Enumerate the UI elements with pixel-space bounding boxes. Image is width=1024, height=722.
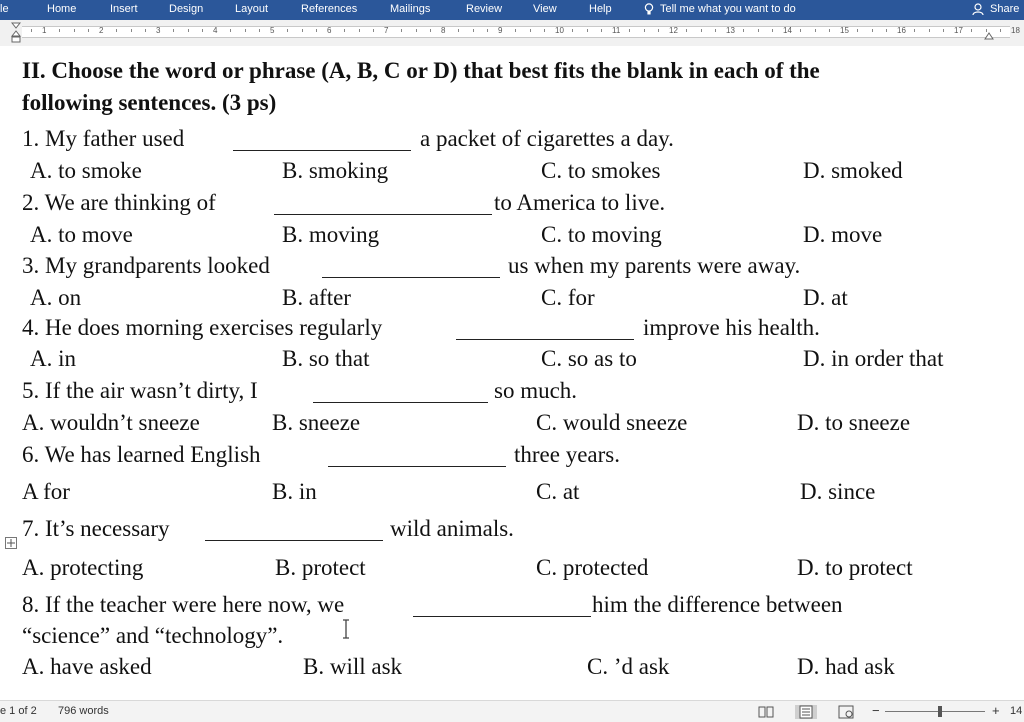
ruler-tick: [601, 29, 602, 32]
tab-home[interactable]: Home: [47, 3, 77, 15]
ruler-number: 2: [99, 26, 104, 35]
tab-mailings[interactable]: Mailings: [390, 3, 431, 15]
ruler-tick: [829, 29, 830, 32]
ruler-tick: [188, 29, 189, 32]
ruler-number: 8: [441, 26, 446, 35]
question-8-stem-cont: “science” and “technology”.: [22, 623, 284, 648]
horizontal-ruler[interactable]: [0, 20, 1024, 47]
question-7-option-c: C. protected: [536, 555, 649, 580]
question-5-option-d: D. to sneeze: [797, 410, 911, 435]
tab-help[interactable]: Help: [589, 3, 612, 15]
share-icon: [972, 3, 984, 19]
tab-layout[interactable]: Layout: [235, 3, 269, 15]
ruler-number: 3: [156, 26, 161, 35]
question-4-blank: [456, 339, 634, 340]
question-3-option-d: D. at: [803, 285, 848, 310]
ruler-tick: [31, 29, 32, 32]
ruler-number: 18: [1011, 26, 1020, 35]
ruler-tick: [872, 29, 873, 32]
question-2-option-d: D. move: [803, 222, 883, 247]
question-2-option-b: B. moving: [282, 222, 380, 247]
ruler-tick: [344, 29, 345, 32]
question-4-option-b: B. so that: [282, 346, 370, 371]
ruler-strip: [22, 26, 1010, 38]
question-5-option-b: B. sneeze: [272, 410, 361, 435]
ruler-tick: [530, 29, 531, 32]
ruler-tick: [359, 29, 360, 32]
ruler-tick: [287, 29, 288, 32]
question-5-blank: [313, 402, 488, 403]
table-move-handle-icon[interactable]: [5, 536, 17, 554]
ruler-tick: [416, 29, 417, 32]
question-4-option-c: C. so as to: [541, 346, 637, 371]
ruler-tick: [74, 29, 75, 32]
zoom-in-icon[interactable]: +: [992, 703, 1000, 718]
share-button[interactable]: Share: [990, 3, 1020, 15]
print-layout-icon[interactable]: [795, 705, 817, 719]
question-2-blank: [274, 214, 492, 215]
question-3-option-b: B. after: [282, 285, 351, 310]
ruler-number: 9: [498, 26, 503, 35]
ruler-number: 11: [612, 26, 621, 35]
question-1-option-c: C. to smokes: [541, 158, 661, 183]
ruler-number: 6: [327, 26, 332, 35]
question-6-blank: [328, 466, 506, 467]
question-7-option-a: A. protecting: [22, 555, 144, 580]
zoom-slider-thumb[interactable]: [938, 706, 942, 717]
question-6-option-d: D. since: [800, 479, 876, 504]
tab-view[interactable]: View: [533, 3, 557, 15]
question-8-stem: 8. If the teacher were here now, we: [22, 592, 345, 617]
question-8-stem-end: him the difference between: [592, 592, 843, 617]
ruler-number: 15: [840, 26, 849, 35]
question-7-stem-end: wild animals.: [390, 516, 514, 541]
question-5-option-c: C. would sneeze: [536, 410, 688, 435]
question-6-stem: 6. We has learned English: [22, 442, 261, 467]
tab-file[interactable]: le: [0, 3, 9, 15]
ruler-number: 5: [270, 26, 275, 35]
question-3-stem: 3. My grandparents looked: [22, 253, 270, 278]
ruler-tick: [202, 29, 203, 32]
ruler-tick: [259, 29, 260, 32]
ruler-tick: [173, 29, 174, 32]
ruler-tick: [800, 29, 801, 32]
question-7-stem: 7. It’s necessary: [22, 516, 170, 541]
ruler-tick: [401, 29, 402, 32]
ruler-tick: [914, 29, 915, 32]
ruler-tick: [758, 29, 759, 32]
question-7-option-d: D. to protect: [797, 555, 913, 580]
question-8-option-b: B. will ask: [303, 654, 403, 679]
tab-insert[interactable]: Insert: [110, 3, 138, 15]
ruler-tick: [587, 29, 588, 32]
question-2-stem-end: to America to live.: [494, 190, 666, 215]
question-6-option-a: A for: [22, 479, 70, 504]
question-4-option-a: A. in: [30, 346, 76, 371]
ruler-tick: [245, 29, 246, 32]
ruler-number: 12: [669, 26, 678, 35]
word-count[interactable]: 796 words: [58, 705, 109, 717]
question-1-stem-end: a packet of cigarettes a day.: [420, 126, 674, 151]
ruler-number: 10: [555, 26, 564, 35]
question-7-blank: [205, 540, 383, 541]
question-6-stem-end: three years.: [514, 442, 620, 467]
ruler-tick: [302, 29, 303, 32]
question-1-option-a: A. to smoke: [30, 158, 142, 183]
ruler-tick: [59, 29, 60, 32]
zoom-out-icon[interactable]: −: [872, 703, 880, 718]
question-1-blank: [233, 150, 411, 151]
section-heading-line2: following sentences. (3 ps): [22, 90, 277, 115]
text-cursor-icon: [341, 619, 351, 644]
question-2-option-a: A. to move: [30, 222, 133, 247]
question-4-stem: 4. He does morning exercises regularly: [22, 315, 383, 340]
ruler-tick: [131, 29, 132, 32]
ruler-tick: [943, 29, 944, 32]
tab-design[interactable]: Design: [169, 3, 204, 15]
question-2-option-c: C. to moving: [541, 222, 662, 247]
ruler-number: 1: [42, 26, 47, 35]
lightbulb-icon: [644, 3, 654, 19]
ruler-tick: [629, 29, 630, 32]
question-5-stem-end: so much.: [494, 378, 578, 403]
page-count[interactable]: e 1 of 2: [0, 705, 37, 717]
question-8-option-c: C. ’d ask: [587, 654, 670, 679]
question-6-option-c: C. at: [536, 479, 580, 504]
web-layout-icon[interactable]: [838, 705, 854, 719]
read-mode-icon[interactable]: [758, 705, 774, 719]
question-5-stem: 5. If the air wasn’t dirty, I: [22, 378, 258, 403]
ruler-tick: [473, 29, 474, 32]
ruler-number: 17: [954, 26, 963, 35]
question-3-blank: [322, 277, 500, 278]
ruler-tick: [857, 29, 858, 32]
ribbon-tabs: [0, 0, 1024, 20]
ruler-tick: [230, 29, 231, 32]
ruler-tick: [686, 29, 687, 32]
ruler-tick: [572, 29, 573, 32]
question-8-blank: [413, 616, 591, 617]
question-2-stem: 2. We are thinking of: [22, 190, 216, 215]
ruler-tick: [971, 29, 972, 32]
ruler-tick: [116, 29, 117, 32]
question-7-option-b: B. protect: [275, 555, 366, 580]
ruler-tick: [929, 29, 930, 32]
ruler-number: 7: [384, 26, 389, 35]
question-1-option-b: B. smoking: [282, 158, 389, 183]
tab-review[interactable]: Review: [466, 3, 503, 15]
ruler-tick: [1000, 29, 1001, 32]
ruler-tick: [815, 29, 816, 32]
ruler-tick: [373, 29, 374, 32]
ruler-tick: [743, 29, 744, 32]
question-1-option-d: D. smoked: [803, 158, 903, 183]
zoom-level[interactable]: 14: [1010, 705, 1023, 717]
ruler-number: 14: [783, 26, 792, 35]
ruler-tick: [715, 29, 716, 32]
ruler-tick: [544, 29, 545, 32]
ruler-tick: [644, 29, 645, 32]
ruler-tick: [487, 29, 488, 32]
question-8-option-d: D. had ask: [797, 654, 895, 679]
question-5-option-a: A. wouldn’t sneeze: [22, 410, 200, 435]
zoom-slider-track[interactable]: [885, 711, 985, 712]
tab-references[interactable]: References: [301, 3, 358, 15]
ruler-tick: [772, 29, 773, 32]
ruler-number: 16: [897, 26, 906, 35]
ruler-tick: [886, 29, 887, 32]
ruler-number: 4: [213, 26, 218, 35]
question-6-option-b: B. in: [272, 479, 317, 504]
indent-marker-icon[interactable]: [11, 22, 21, 46]
section-heading-line1: II. Choose the word or phrase (A, B, C or D) that best fits the blank in each of the: [22, 58, 820, 83]
question-4-option-d: D. in order that: [803, 346, 944, 371]
ruler-tick: [515, 29, 516, 32]
question-3-option-a: A. on: [30, 285, 82, 310]
question-4-stem-end: improve his health.: [643, 315, 820, 340]
ruler-tick: [430, 29, 431, 32]
ruler-tick: [145, 29, 146, 32]
ruler-tick: [701, 29, 702, 32]
question-8-option-a: A. have asked: [22, 654, 152, 679]
tell-me-search[interactable]: Tell me what you want to do: [660, 3, 796, 15]
question-3-option-c: C. for: [541, 285, 595, 310]
ruler-tick: [658, 29, 659, 32]
ruler-tick: [458, 29, 459, 32]
question-1-stem: 1. My father used: [22, 126, 185, 151]
ruler-tick: [316, 29, 317, 32]
question-3-stem-end: us when my parents were away.: [508, 253, 801, 278]
document-page[interactable]: [0, 46, 1024, 700]
ruler-tick: [88, 29, 89, 32]
status-bar: [0, 700, 1024, 722]
right-indent-marker-icon[interactable]: [984, 30, 994, 42]
ruler-number: 13: [726, 26, 735, 35]
